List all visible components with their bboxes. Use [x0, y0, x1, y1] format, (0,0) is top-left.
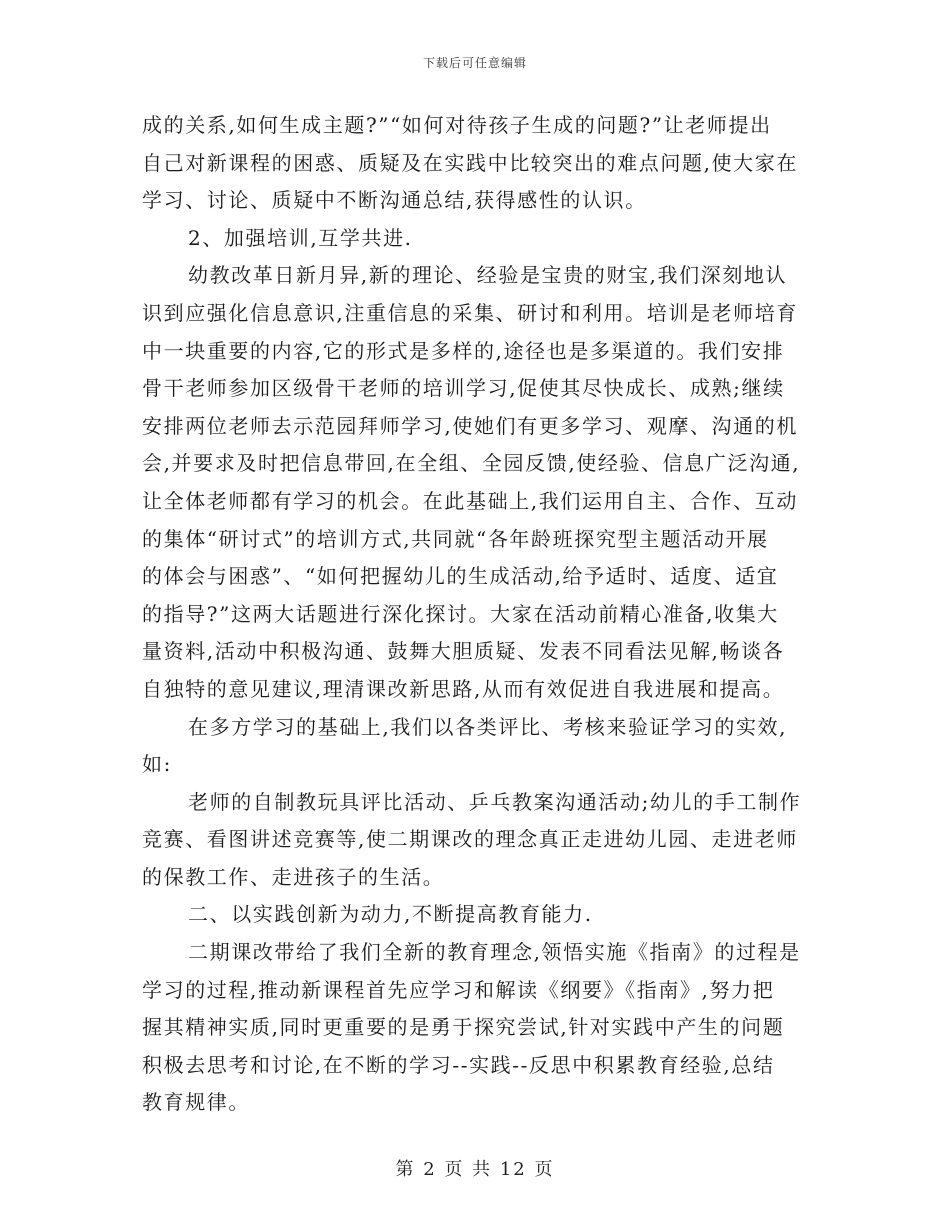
page-header: 下载后可任意编辑 [422, 56, 527, 70]
text-line: 老师的自制教玩具评比活动、乒乓教案沟通活动;幼儿的手工制作 [188, 789, 802, 814]
text-line: 如: [142, 752, 172, 777]
text-line: 中一块重要的内容,它的形式是多样的,途径也是多渠道的。我们安排 [142, 338, 785, 363]
text-line: 成的关系,如何生成主题?”“如何对待孩子生成的问题?”让老师提出 [142, 113, 772, 137]
text-line: 2、加强培训,互学共进. [188, 225, 413, 250]
text-line: 二、以实践创新为动力,不断提高教育能力. [188, 902, 593, 927]
text-line: 二期课改带给了我们全新的教育理念,领悟实施《指南》的过程是 [188, 940, 801, 965]
text-line: 安排两位老师去示范园拜师学习,使她们有更多学习、观摩、沟通的机 [142, 413, 798, 438]
text-line: 学习、讨论、质疑中不断沟通总结,获得感性的认识。 [142, 188, 647, 213]
text-line: 的指导?”这两大话题进行深化探讨。大家在活动前精心准备,收集大 [142, 601, 779, 626]
text-line: 的保教工作、走进孩子的生活。 [142, 864, 445, 889]
text-line: 会,并要求及时把信息带回,在全组、全园反馈,使经验、信息广泛沟通, [142, 451, 801, 476]
text-line: 的体会与困惑”、“如何把握幼儿的生成活动,给予适时、适度、适宜 [142, 564, 779, 589]
text-line: 竞赛、看图讲述竞赛等,使二期课改的理念真正走进幼儿园、走进老师 [142, 827, 798, 852]
text-line: 握其精神实质,同时更重要的是勇于探究尝试,针对实践中产生的问题 [142, 1015, 785, 1040]
text-line: 量资料,活动中积极沟通、鼓舞大胆质疑、发表不同看法见解,畅谈各 [142, 639, 785, 664]
page-footer: 第 2 页 共 12 页 [395, 1159, 555, 1180]
body-text [142, 107, 812, 1122]
text-line: 积极去思考和讨论,在不断的学习--实践--反思中积累教育经验,总结 [142, 1052, 775, 1077]
text-line: 在多方学习的基础上,我们以各类评比、考核来验证学习的实效, [188, 714, 788, 739]
text-line: 学习的过程,推动新课程首先应学习和解读《纲要》《指南》,努力把 [142, 977, 775, 1002]
text-line: 自己对新课程的困惑、质疑及在实践中比较突出的难点问题,使大家在 [142, 150, 798, 175]
text-line: 的集体“研讨式”的培训方式,共同就“各年龄班探究型主题活动开展 [142, 526, 769, 551]
text-line: 幼教改革日新月异,新的理论、经验是宝贵的财宝,我们深刻地认 [188, 263, 788, 288]
text-line: 自独特的意见建议,理清课改新思路,从而有效促进自我进展和提高。 [142, 676, 785, 701]
text-line: 教育规律。 [142, 1090, 250, 1115]
text-line: 识到应强化信息意识,注重信息的采集、研讨和利用。培训是老师培育 [142, 300, 798, 325]
text-line: 骨干老师参加区级骨干老师的培训学习,促使其尽快成长、成熟;继续 [142, 376, 785, 401]
text-line: 让全体老师都有学习的机会。在此基础上,我们运用自主、合作、互动 [142, 488, 798, 513]
